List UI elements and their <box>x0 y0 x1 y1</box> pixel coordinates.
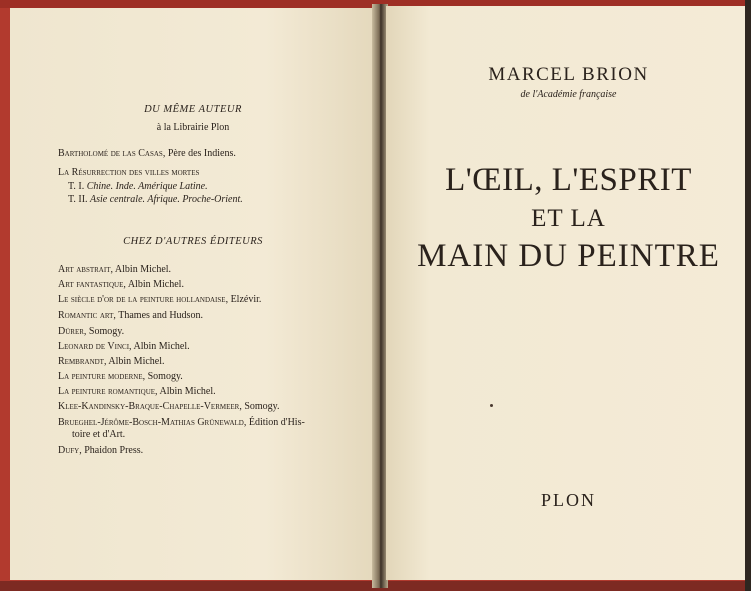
list-item <box>58 341 190 352</box>
work-title: La Résurrection des villes mortes <box>58 167 200 178</box>
work-title: Dürer <box>58 326 84 337</box>
book-title-line1: L'ŒIL, L'ESPRIT <box>445 162 692 198</box>
work-title: Brueghel-Jérôme-Bosch-Mathias Grünewald <box>58 417 244 428</box>
work-publisher: , Père des Indiens. <box>162 148 236 159</box>
work-publisher: toire et d'Art. <box>72 429 126 440</box>
work-publisher: , Thames and Hudson. <box>113 310 203 321</box>
work-title: La peinture romantique <box>58 386 156 397</box>
work-publisher: , Albin Michel. <box>155 386 216 397</box>
list-item <box>58 371 183 382</box>
heading-other-publishers: CHEZ D'AUTRES ÉDITEURS <box>123 236 263 247</box>
work-title: Bartholomé de las Casas <box>58 148 163 159</box>
work-publisher: , Somogy. <box>239 401 280 412</box>
work-publisher: , Albin Michel. <box>110 264 172 275</box>
ink-speck <box>490 404 493 407</box>
list-item <box>58 326 124 337</box>
work-publisher: , Phaidon Press. <box>79 445 144 456</box>
list-item <box>58 386 216 397</box>
book-title-line2: ET LA <box>531 205 606 232</box>
volume-prefix: T. I. <box>68 181 87 192</box>
list-item <box>58 417 305 428</box>
author-affiliation: de l'Académie française <box>520 89 617 100</box>
work-title: Romantic art <box>58 310 114 321</box>
work-publisher: , Albin Michel. <box>123 279 184 290</box>
title-page <box>386 6 751 580</box>
work-title: Art fantastique <box>58 279 124 290</box>
work-title: Klee-Kandinsky-Braque-Chapelle-Vermeer <box>58 401 240 412</box>
work-title: Dufy <box>58 445 80 456</box>
heading-same-author: DU MÊME AUTEUR <box>144 104 242 115</box>
volume-text: Asie centrale. Afrique. Proche-Orient. <box>90 194 243 205</box>
list-item <box>72 429 125 440</box>
list-item <box>58 167 199 178</box>
work-publisher: , Somogy. <box>83 326 125 337</box>
work-publisher: , Elzévir. <box>225 294 262 305</box>
work-publisher: , Albin Michel. <box>129 341 190 352</box>
heading-publisher: à la Librairie Plon <box>156 122 230 133</box>
list-item <box>58 356 165 367</box>
work-publisher: , Somogy. <box>142 371 183 382</box>
work-title: La peinture moderne <box>58 371 143 382</box>
list-item <box>68 194 243 205</box>
cover-edge <box>745 0 751 591</box>
work-title: Rembrandt <box>58 356 104 367</box>
work-publisher: , Édition d'His- <box>243 417 305 428</box>
volume-text: Chine. Inde. Amérique Latine. <box>86 181 208 192</box>
volume-prefix: T. II. <box>68 194 91 205</box>
book-title-line3: MAIN DU PEINTRE <box>417 238 720 274</box>
list-item <box>58 264 171 275</box>
publisher-name: PLON <box>540 490 596 510</box>
work-title: Leonard de Vinci <box>58 341 130 352</box>
work-title: Art abstrait <box>58 264 111 275</box>
list-item <box>58 401 280 412</box>
list-item <box>58 310 203 321</box>
author-name: MARCEL BRION <box>488 64 649 85</box>
list-item <box>68 181 208 192</box>
work-publisher: , Albin Michel. <box>103 356 165 367</box>
list-item <box>58 148 236 159</box>
list-item <box>58 279 184 290</box>
left-page <box>10 8 376 580</box>
list-item <box>58 445 143 456</box>
list-item <box>58 294 261 305</box>
work-title: Le siècle d'or de la peinture hollandaise <box>58 294 226 305</box>
